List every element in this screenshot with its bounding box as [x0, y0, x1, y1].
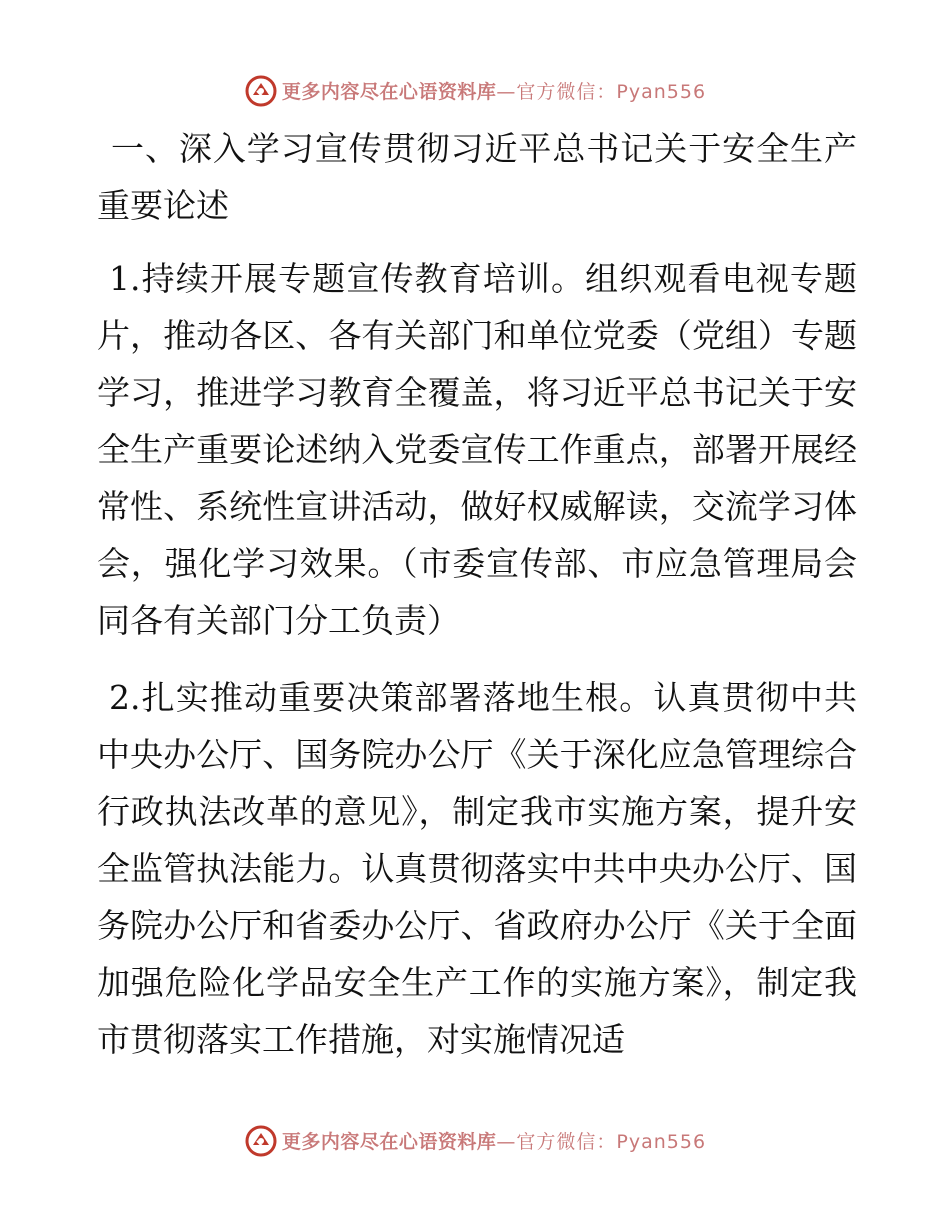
watermark-logo-icon: [244, 1123, 278, 1157]
watermark-main-text: 更多内容尽在心语资料库: [281, 80, 497, 103]
watermark-sub-text: —官方微信：Pyan556: [496, 80, 707, 103]
document-body: [97, 120, 857, 1068]
watermark-main-text: 更多内容尽在心语资料库: [281, 1130, 497, 1153]
paragraph-2: 2.扎实推动重要决策部署落地生根。认真贯彻中共中央办公厅、国务院办公厅《关于深化应急管理综合行政执法改革的意见》，制定我市实施方案，提升安全监管执法能力。认真贯彻落实中共中央办公厅、国务院办公厅和省委办公厅、省政府办公厅《关于全面加强危险化学品安全生产工作的实施方案》，制定我市贯彻落实工作措施，对实施情况适: [97, 678, 857, 1059]
watermark-banner-top: [0, 70, 950, 110]
watermark-banner-bottom: [0, 1120, 950, 1160]
watermark-sub-text: —官方微信：Pyan556: [496, 1130, 707, 1153]
watermark-logo-icon: [244, 73, 278, 107]
paragraph-1: 1.持续开展专题宣传教育培训。组织观看电视专题片，推动各区、各有关部门和单位党委（党组）专题学习，推进学习教育全覆盖，将习近平总书记关于安全生产重要论述纳入党委宣传工作重点，部署开展经常性、系统性宣讲活动，做好权威解读，交流学习体会，强化学习效果。（市委宣传部、市应急管理局会同各有关部门分工负责）: [97, 259, 857, 640]
section-heading: 一、深入学习宣传贯彻习近平总书记关于安全生产重要论述: [97, 129, 857, 225]
